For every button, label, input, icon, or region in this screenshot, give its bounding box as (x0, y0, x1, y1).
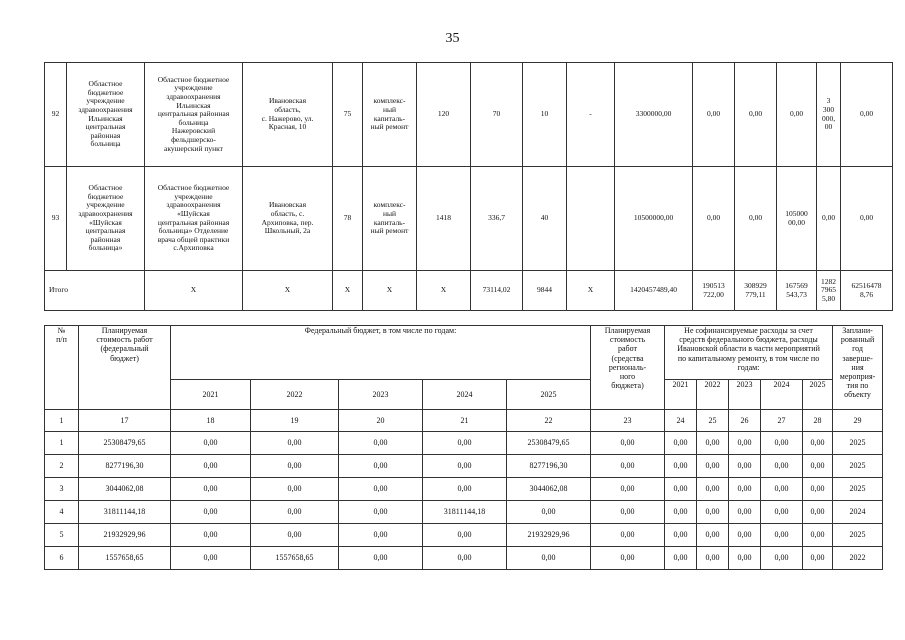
table-cell: 0,00 (423, 547, 507, 570)
table-cell: 190513 722,00 (693, 271, 735, 311)
table-cell: 308929 779,11 (735, 271, 777, 311)
table-cell: 21932929,96 (507, 524, 591, 547)
table-cell: 40 (523, 167, 567, 271)
column-number: 17 (79, 410, 171, 432)
table-cell: 6 (45, 547, 79, 570)
table-cell: 0,00 (339, 524, 423, 547)
table-row (45, 167, 893, 271)
header-federal-budget: Федеральный бюджет, в том числе по годам: (171, 326, 591, 380)
table-cell: 0,00 (251, 478, 339, 501)
table-cell: 92 (45, 63, 67, 167)
header-non-cofinanced: Не софинансируемые расходы за счет средств федерального бюджета, расходы Ивановской области в части мероприятий по капитальному ремонту, в том числе по годам: (665, 326, 833, 380)
table-cell: 0,00 (803, 524, 833, 547)
table-row (45, 547, 883, 570)
total-row (45, 271, 893, 311)
table-cell: 0,00 (591, 455, 665, 478)
table-cell: Областное бюджетное учреждение здравоохранения Ильинская центральная районная больница (67, 63, 145, 167)
table-cell: 0,00 (423, 455, 507, 478)
column-number: 23 (591, 410, 665, 432)
table-cell: 0,00 (729, 478, 761, 501)
table-cell: X (567, 271, 615, 311)
table-cell: 0,00 (803, 478, 833, 501)
table-row (45, 432, 883, 455)
table-cell: X (145, 271, 243, 311)
table-cell: 0,00 (729, 524, 761, 547)
table-cell: 0,00 (817, 167, 841, 271)
table-cell: 0,00 (665, 432, 697, 455)
table-cell: Ивановская область, с. Архиповка, пер. Школьный, 2а (243, 167, 333, 271)
table-cell: 75 (333, 63, 363, 167)
table-cell: - (567, 63, 615, 167)
table-cell: 0,00 (339, 432, 423, 455)
table-cell: 0,00 (729, 432, 761, 455)
table-cell: 5 (45, 524, 79, 547)
table-cell: 0,00 (729, 455, 761, 478)
table-cell: комплекс- ный капиталь- ный ремонт (363, 63, 417, 167)
table-cell: 0,00 (729, 501, 761, 524)
header-year: 2022 (697, 380, 729, 410)
table-cell: 0,00 (693, 167, 735, 271)
table-cell: Областное бюджетное учреждение здравоохранения «Шуйская центральная районная больница» (67, 167, 145, 271)
table-cell: 25308479,65 (79, 432, 171, 455)
table-cell: 0,00 (171, 547, 251, 570)
table-cell: 0,00 (697, 547, 729, 570)
table-row (45, 455, 883, 478)
table-cell: 1420457489,40 (615, 271, 693, 311)
table-cell: 0,00 (339, 478, 423, 501)
table-cell: 0,00 (803, 547, 833, 570)
header-num: № п/п (45, 326, 79, 410)
table-cell: 2022 (833, 547, 883, 570)
table-cell: 0,00 (777, 63, 817, 167)
table-cell: Ивановская область, с. Нажерово, ул. Красная, 10 (243, 63, 333, 167)
header-year: 2025 (803, 380, 833, 410)
table-cell: 2025 (833, 455, 883, 478)
table-cell: 25308479,65 (507, 432, 591, 455)
table-cell: X (363, 271, 417, 311)
table-cell: 0,00 (665, 524, 697, 547)
table-cell: 2 (45, 455, 79, 478)
table-cell: 0,00 (171, 432, 251, 455)
table-row (45, 478, 883, 501)
table-cell: 0,00 (697, 524, 729, 547)
table-cell: 336,7 (471, 167, 523, 271)
table-cell: 21932929,96 (79, 524, 171, 547)
header-year: 2021 (665, 380, 697, 410)
table-cell: 0,00 (591, 501, 665, 524)
table-cell: 0,00 (665, 455, 697, 478)
table-cell: комплекс- ный капиталь- ный ремонт (363, 167, 417, 271)
header-completion-year: Заплани- рованный год заверше- ния мероприя- тия по объекту (833, 326, 883, 410)
header-year: 2025 (507, 380, 591, 410)
column-number: 24 (665, 410, 697, 432)
table-cell: 0,00 (761, 524, 803, 547)
table-cell: 120 (417, 63, 471, 167)
header-years-row (45, 380, 883, 410)
table-cell: 62516478 8,76 (841, 271, 893, 311)
table-cell: 10500000,00 (615, 167, 693, 271)
table-cell: 105000 00,00 (777, 167, 817, 271)
table-cell: 2025 (833, 432, 883, 455)
table-cell: 3 300 000, 00 (817, 63, 841, 167)
table-cell: 9844 (523, 271, 567, 311)
header-row (45, 326, 883, 380)
table-cell: 0,00 (693, 63, 735, 167)
table-row (45, 63, 893, 167)
table-cell: 0,00 (761, 432, 803, 455)
header-year: 2024 (423, 380, 507, 410)
table-cell: 0,00 (591, 432, 665, 455)
table-cell: 0,00 (803, 432, 833, 455)
table-cell: 0,00 (697, 455, 729, 478)
table-cell: X (243, 271, 333, 311)
column-number: 1 (45, 410, 79, 432)
table-cell: X (417, 271, 471, 311)
funding-table (44, 325, 883, 570)
table-cell: 0,00 (803, 455, 833, 478)
table-cell: 78 (333, 167, 363, 271)
table-cell: 1418 (417, 167, 471, 271)
table-cell: 167569 543,73 (777, 271, 817, 311)
table-cell: 70 (471, 63, 523, 167)
table-cell: Областное бюджетное учреждение здравоохранения «Шуйская центральная районная больница» Отделение врача общей практики с.Архиповка (145, 167, 243, 271)
table-cell: 0,00 (735, 63, 777, 167)
table-cell: 0,00 (735, 167, 777, 271)
table-cell: 8277196,30 (507, 455, 591, 478)
column-number: 26 (729, 410, 761, 432)
table-cell: 1282 7965 5,80 (817, 271, 841, 311)
column-number: 29 (833, 410, 883, 432)
table-cell: 73114,02 (471, 271, 523, 311)
table-cell: 0,00 (251, 524, 339, 547)
table-cell: 3 (45, 478, 79, 501)
column-number: 19 (251, 410, 339, 432)
table-cell: 2025 (833, 478, 883, 501)
table-cell: 0,00 (339, 455, 423, 478)
table-cell: 0,00 (171, 455, 251, 478)
table-cell: 0,00 (841, 63, 893, 167)
table-cell: 3044062,08 (79, 478, 171, 501)
table-cell: 0,00 (251, 501, 339, 524)
table-cell: 0,00 (591, 478, 665, 501)
header-year: 2022 (251, 380, 339, 410)
column-number: 25 (697, 410, 729, 432)
table-cell: 0,00 (591, 524, 665, 547)
table-cell: 10 (523, 63, 567, 167)
table-cell: 2024 (833, 501, 883, 524)
table-cell: 1557658,65 (79, 547, 171, 570)
table-cell: 0,00 (697, 478, 729, 501)
table-cell: 0,00 (251, 455, 339, 478)
table-cell: 0,00 (761, 478, 803, 501)
table-cell: 31811144,18 (423, 501, 507, 524)
table-cell: 2025 (833, 524, 883, 547)
table-row (45, 524, 883, 547)
table-cell: 0,00 (171, 524, 251, 547)
column-number: 20 (339, 410, 423, 432)
table-cell: 1 (45, 432, 79, 455)
table-cell: 0,00 (171, 478, 251, 501)
column-number: 22 (507, 410, 591, 432)
table-cell: 31811144,18 (79, 501, 171, 524)
table-cell (567, 167, 615, 271)
table-cell: 0,00 (697, 432, 729, 455)
table-cell: 0,00 (761, 547, 803, 570)
table-cell: 4 (45, 501, 79, 524)
header-planned-fed: Планируемая стоимость работ (федеральный бюджет) (79, 326, 171, 410)
table-cell: 3300000,00 (615, 63, 693, 167)
table-cell: 0,00 (665, 501, 697, 524)
table-cell: 0,00 (171, 501, 251, 524)
table-cell: 8277196,30 (79, 455, 171, 478)
table-cell: 0,00 (591, 547, 665, 570)
column-number: 27 (761, 410, 803, 432)
column-number: 18 (171, 410, 251, 432)
page-number: 35 (445, 31, 460, 46)
table-cell: 0,00 (729, 547, 761, 570)
table-cell: 0,00 (507, 547, 591, 570)
table-cell: 0,00 (507, 501, 591, 524)
table-cell: 0,00 (423, 478, 507, 501)
header-year: 2023 (339, 380, 423, 410)
table-cell: 0,00 (665, 547, 697, 570)
table-cell: 0,00 (423, 432, 507, 455)
table-cell: Областное бюджетное учреждение здравоохранения Ильинская центральная районная больница Нажеровский фельдшерско- акушерский пункт (145, 63, 243, 167)
table-cell: 0,00 (665, 478, 697, 501)
header-year: 2024 (761, 380, 803, 410)
table-cell: 0,00 (803, 501, 833, 524)
table-cell: 0,00 (841, 167, 893, 271)
column-number: 21 (423, 410, 507, 432)
table-cell: 0,00 (339, 501, 423, 524)
table-cell: 0,00 (339, 547, 423, 570)
table-cell: 93 (45, 167, 67, 271)
column-number: 28 (803, 410, 833, 432)
table-cell: 0,00 (251, 432, 339, 455)
header-year: 2023 (729, 380, 761, 410)
table-cell: 3044062,08 (507, 478, 591, 501)
table-row (45, 501, 883, 524)
table-cell: 0,00 (697, 501, 729, 524)
header-planned-reg: Планируемая стоимость работ (средства региональ- ного бюджета) (591, 326, 665, 410)
table-cell: 1557658,65 (251, 547, 339, 570)
table-cell: X (333, 271, 363, 311)
table-cell: 0,00 (761, 455, 803, 478)
table-cell: 0,00 (761, 501, 803, 524)
column-numbers-row (45, 410, 883, 432)
header-year: 2021 (171, 380, 251, 410)
objects-table (44, 62, 893, 311)
total-label: Итого (45, 271, 145, 311)
table-cell: 0,00 (423, 524, 507, 547)
